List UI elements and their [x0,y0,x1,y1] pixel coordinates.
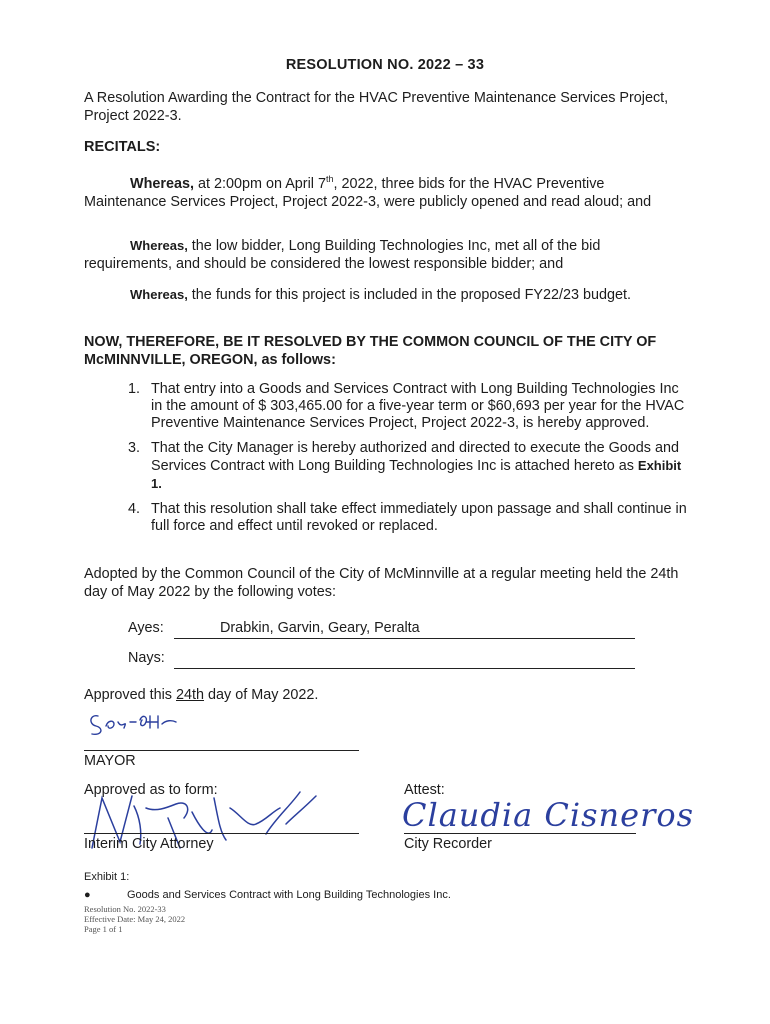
city-recorder-label: City Recorder [404,836,492,852]
approved-day: 24th [176,687,205,703]
list-item [128,381,688,432]
list-item-text: That the City Manager is hereby authorized and directed to execute the Goods and Services Contract with Long Building Technologies Inc is attached hereto as [151,440,679,474]
recorder-signature-line [404,833,636,834]
attorney-signature-line [84,833,359,834]
exhibit-reference: Exhibit 1. [151,458,682,491]
resolution-intro: A Resolution Awarding the Contract for the HVAC Preventive Maintenance Services Project, Project 2022-3. [84,90,669,124]
approved-suffix: day of May 2022. [204,687,319,703]
whereas-paragraph-2 [84,237,684,273]
footer-effective-date: Effective Date: May 24, 2022 [84,914,186,924]
list-item [128,440,688,493]
approved-as-to-form-label: Approved as to form: [84,782,218,798]
whereas-1-text-a: at 2:00pm on April 7 [194,175,326,192]
nays-line [174,650,635,669]
ayes-line [174,620,635,639]
whereas-keyword: Whereas, [130,238,188,253]
interim-city-attorney-label: Interim City Attorney [84,836,214,852]
mayor-label: MAYOR [84,753,136,769]
footer-page-number: Page 1 of 1 [84,924,123,934]
list-item-text: That this resolution shall take effect immediately upon passage and shall continue in full force and effect until revoked or replaced. [151,501,687,534]
mayor-signature [84,702,184,742]
whereas-3-text: the funds for this project is included in the proposed FY22/23 budget. [187,287,632,303]
whereas-paragraph-3 [84,286,684,304]
ayes-value: Drabkin, Garvin, Geary, Peralta [220,620,420,636]
list-item-number: 3. [128,440,141,456]
resolution-title: RESOLUTION NO. 2022 – 33 [285,57,485,73]
whereas-2-text: the low bidder, Long Building Technologies Inc, met all of the bid requirements, and should be considered the lowest responsible bidder; and [84,238,601,272]
attest-label: Attest: [404,782,445,798]
resolved-clause: NOW, THEREFORE, BE IT RESOLVED BY THE COMMON COUNCIL OF THE CITY OF McMINNVILLE, OREGON, as follows: [84,334,657,368]
adopted-statement: Adopted by the Common Council of the City of McMinnville at a regular meeting held the 24th day of May 2022 by the following votes: [84,566,679,600]
recorder-signature: Claudia Cisneros [402,796,695,834]
list-item-number: 1. [128,381,141,397]
list-item-number: 4. [128,501,141,517]
approved-prefix: Approved this [84,687,176,703]
footer-resolution-number: Resolution No. 2022-33 [84,904,166,914]
exhibit-bullet: ● [84,889,91,901]
mayor-signature-line [84,750,359,751]
whereas-keyword: Whereas, [130,175,194,192]
exhibit-item: Goods and Services Contract with Long Building Technologies Inc. [127,889,451,901]
list-item [128,501,688,535]
list-item-text: That entry into a Goods and Services Contract with Long Building Technologies Inc in the amount of $ 303,465.00 for a five-year term or $60,693 per year for the HVAC Preventive Maintenance Services Project, Project 2022-3, is hereby approved. [151,381,685,431]
whereas-paragraph-1 [84,170,684,211]
resolution-items [128,381,688,543]
exhibit-heading: Exhibit 1: [84,871,130,883]
recitals-heading: RECITALS: [84,139,161,155]
whereas-keyword: Whereas, [130,287,188,302]
nays-label: Nays: [128,650,165,666]
ayes-label: Ayes: [128,620,164,636]
whereas-1-text-b: , 2022, three bids for the HVAC Preventive Maintenance Services Project, Project 2022-3, were publicly opened and read aloud; and [84,175,652,210]
whereas-1-sup: th [326,174,334,184]
